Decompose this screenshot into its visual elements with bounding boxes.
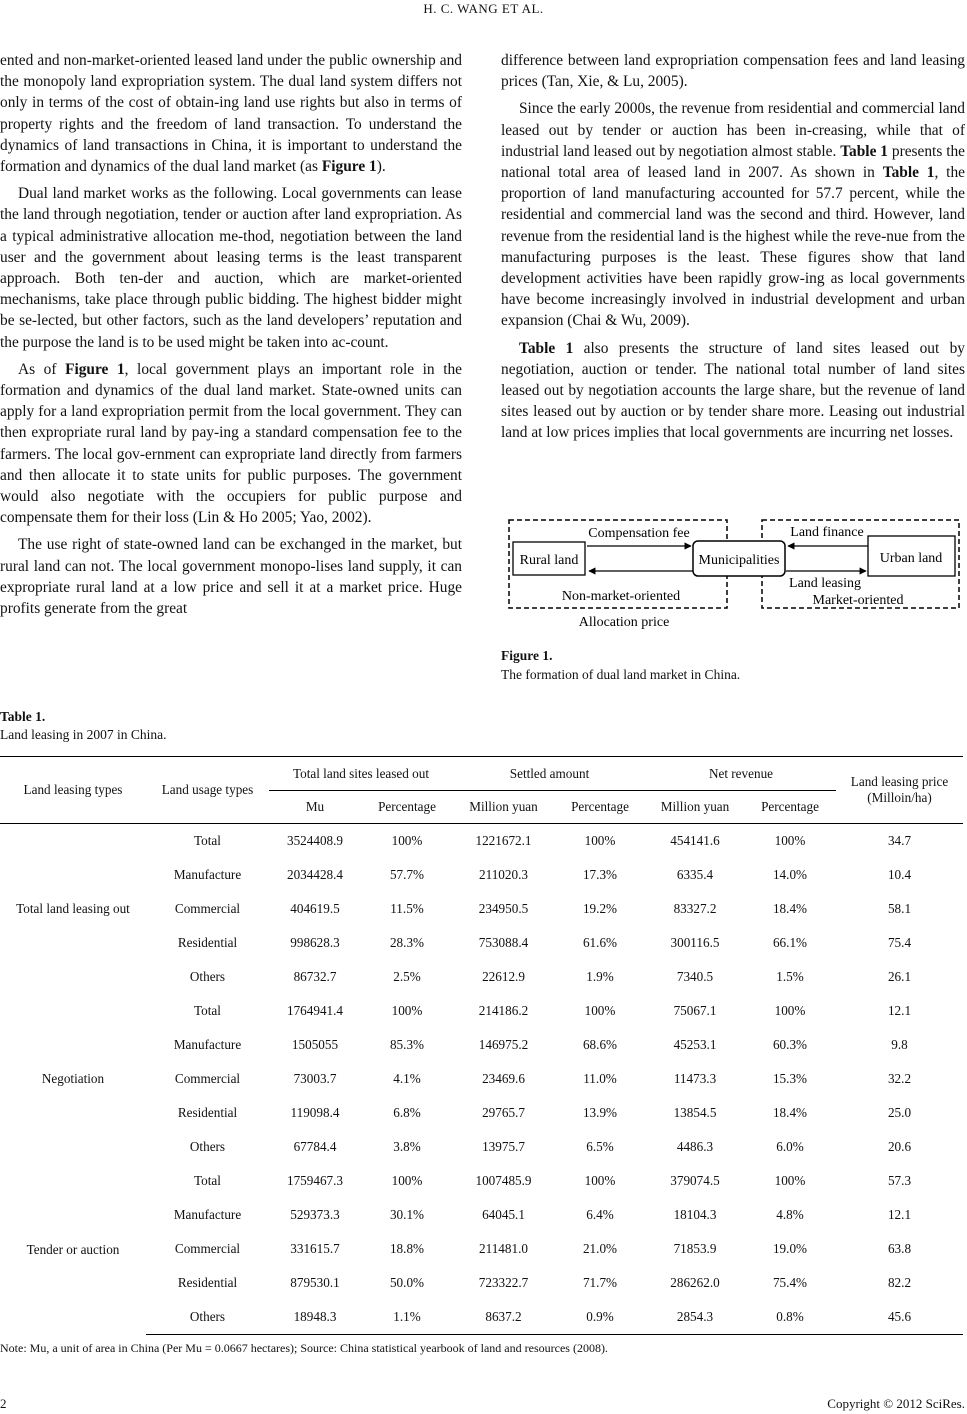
table-cell: 146975.2 bbox=[478, 1037, 529, 1052]
table-cell: 34.7 bbox=[887, 833, 912, 848]
header-net-revenue: Net revenue bbox=[646, 756, 836, 790]
usage-type-cell: Commercial bbox=[174, 1241, 241, 1256]
table-cell: 60.3% bbox=[772, 1037, 808, 1052]
table-cell: 100% bbox=[584, 1003, 616, 1018]
usage-type-cell: Others bbox=[189, 969, 226, 984]
table-cell: 100% bbox=[774, 833, 806, 848]
usage-type-cell: Residential bbox=[177, 1105, 238, 1120]
leasing-type-cell: Total land leasing out bbox=[16, 901, 130, 916]
table-cell: 75.4% bbox=[772, 1275, 808, 1290]
copyright: Copyright © 2012 SciRes. bbox=[827, 1396, 965, 1411]
header-percentage: Percentage bbox=[361, 790, 453, 823]
table-cell: 29765.7 bbox=[482, 1105, 525, 1120]
table-cell: 211020.3 bbox=[479, 867, 528, 882]
table-cell: 63.8 bbox=[887, 1241, 912, 1256]
table-cell: 20.6 bbox=[887, 1139, 912, 1154]
table-reference[interactable]: Table 1 bbox=[840, 142, 888, 160]
urban-land-label: Urban land bbox=[879, 551, 943, 566]
header-settled-amount: Settled amount bbox=[453, 756, 646, 790]
table-cell: 100% bbox=[391, 1173, 423, 1188]
header-million-yuan: Million yuan bbox=[453, 790, 554, 823]
table-cell: 211481.0 bbox=[479, 1241, 528, 1256]
table-cell: 19.2% bbox=[582, 901, 618, 916]
table-cell: 13.9% bbox=[582, 1105, 618, 1120]
table-cell: 1.5% bbox=[776, 969, 804, 984]
table-cell: 30.1% bbox=[389, 1207, 425, 1222]
table-cell: 8637.2 bbox=[453, 1300, 554, 1335]
usage-type-cell: Manufacture bbox=[173, 1037, 242, 1052]
table-cell: 85.3% bbox=[389, 1037, 425, 1052]
table-cell: 529373.3 bbox=[290, 1207, 340, 1222]
table-row bbox=[0, 994, 963, 1028]
table-cell: 2034428.4 bbox=[286, 867, 344, 882]
table-cell: 75067.1 bbox=[673, 1003, 717, 1018]
table-cell: 12.1 bbox=[887, 1207, 912, 1222]
header-usage-types: Land usage types bbox=[146, 756, 269, 823]
table-cell: 17.3% bbox=[582, 867, 618, 882]
table-cell: 10.4 bbox=[887, 867, 912, 882]
table-cell: 58.1 bbox=[887, 901, 912, 916]
table-caption: Table 1. Land leasing in 2007 in China. bbox=[0, 709, 167, 742]
land-leasing-label: Land leasing bbox=[789, 576, 861, 591]
header-percentage: Percentage bbox=[554, 790, 646, 823]
table-cell: 32.2 bbox=[887, 1071, 912, 1086]
table-cell: 45253.1 bbox=[673, 1037, 717, 1052]
table-cell: 15.3% bbox=[772, 1071, 808, 1086]
table-cell: 2854.3 bbox=[646, 1300, 744, 1335]
table-cell: 14.0% bbox=[772, 867, 808, 882]
table-cell: 13975.7 bbox=[482, 1139, 525, 1154]
table-cell: 6.8% bbox=[393, 1105, 421, 1120]
land-finance-label: Land finance bbox=[790, 525, 864, 540]
table-cell: 75.4 bbox=[887, 935, 912, 950]
table-cell: 6.0% bbox=[776, 1139, 804, 1154]
right-column bbox=[501, 50, 965, 450]
table-cell: 4.8% bbox=[776, 1207, 804, 1222]
table-cell: 21.0% bbox=[582, 1241, 618, 1256]
table-cell: 100% bbox=[774, 1003, 806, 1018]
table-cell: 100% bbox=[584, 833, 616, 848]
table-cell: 214186.2 bbox=[478, 1003, 529, 1018]
table-cell: 1007485.9 bbox=[475, 1173, 532, 1188]
table-cell: 18104.3 bbox=[673, 1207, 717, 1222]
table-cell: 6.4% bbox=[586, 1207, 614, 1222]
table-cell: 3.8% bbox=[393, 1139, 421, 1154]
table-cell: 1759467.3 bbox=[286, 1173, 344, 1188]
usage-type-cell: Residential bbox=[177, 935, 238, 950]
usage-type-cell: Others bbox=[189, 1139, 226, 1154]
table-cell: 7340.5 bbox=[676, 969, 714, 984]
table-cell: 18.8% bbox=[389, 1241, 425, 1256]
paragraph: difference between land expropriation compensation fees and land leasing prices (Tan, Xie, & Lu, 2005). bbox=[501, 52, 965, 91]
table-cell: 86732.7 bbox=[293, 969, 337, 984]
table-cell: 379074.5 bbox=[670, 1173, 720, 1188]
table-cell: 9.8 bbox=[891, 1037, 908, 1052]
table-cell: 4486.3 bbox=[676, 1139, 714, 1154]
table-cell: 83327.2 bbox=[673, 901, 717, 916]
table-cell: 82.2 bbox=[887, 1275, 912, 1290]
table-cell: 22612.9 bbox=[482, 969, 525, 984]
table-cell: 11.0% bbox=[583, 1071, 617, 1086]
table-cell: 998628.3 bbox=[290, 935, 340, 950]
table-reference[interactable]: Table 1 bbox=[882, 164, 935, 182]
usage-type-cell: Manufacture bbox=[173, 867, 242, 882]
table-row bbox=[0, 1164, 963, 1198]
header-mu: Mu bbox=[269, 790, 361, 823]
table-cell: 331615.7 bbox=[290, 1241, 340, 1256]
table-cell: 71853.9 bbox=[673, 1241, 717, 1256]
usage-type-cell: Commercial bbox=[174, 901, 241, 916]
table-cell: 23469.6 bbox=[482, 1071, 525, 1086]
paragraph: As of Figure 1, local government plays an important role in the formation and dynamics of the dual land market. State-owned units can apply for a land expropriation permit from the local government. They can then expropriate rural land by pay-ing a standard compensation fee to the farmers. The local gov-ernment can expropriate land directly from farmers and then allocate it to state units for public purposes. The government would also negotiate with the occupiers for public purpose and compensate them for their loss (Lin & Ho 2005; Yao, 2002). bbox=[0, 360, 462, 527]
table-cell: 1.1% bbox=[361, 1300, 453, 1335]
table-cell: 68.6% bbox=[582, 1037, 618, 1052]
table-cell: 57.3 bbox=[887, 1173, 912, 1188]
table-cell: 18.4% bbox=[772, 1105, 808, 1120]
table-cell: 4.1% bbox=[393, 1071, 421, 1086]
market-label: Market-oriented bbox=[812, 593, 904, 608]
table-cell: 286262.0 bbox=[670, 1275, 720, 1290]
page-number: 2 bbox=[0, 1396, 7, 1411]
leasing-type-cell: Tender or auction bbox=[26, 1241, 120, 1257]
table-cell: 11.5% bbox=[390, 901, 424, 916]
table-cell: 73003.7 bbox=[293, 1071, 337, 1086]
table-cell: 18948.3 bbox=[269, 1300, 361, 1335]
table-cell: 404619.5 bbox=[290, 901, 340, 916]
table-cell: 0.8% bbox=[744, 1300, 836, 1335]
header-total-sites: Total land sites leased out bbox=[269, 756, 453, 790]
table-cell: 25.0 bbox=[887, 1105, 912, 1120]
table-cell: 61.6% bbox=[582, 935, 618, 950]
table-cell: 28.3% bbox=[389, 935, 425, 950]
usage-type-cell: Residential bbox=[177, 1275, 238, 1290]
table-cell: 3524408.9 bbox=[286, 833, 344, 848]
table-cell: 66.1% bbox=[772, 935, 808, 950]
header-percentage: Percentage bbox=[744, 790, 836, 823]
dual-land-market-diagram bbox=[506, 516, 962, 634]
table-cell: 100% bbox=[391, 833, 423, 848]
table-cell: 1764941.4 bbox=[286, 1003, 344, 1018]
paragraph: Table 1 also presents the structure of land sites leased out by negotiation, auction or tender. The national total number of land sites leased out by negotiation accounts the large share, but the revenue of land sites leased out by auction or by tender share more. Leasing out industrial land at low prices implies that local governments are incurring net losses. bbox=[501, 339, 965, 442]
paragraph: ented and non-market-oriented leased land under the public ownership and the monopoly land expropriation system. The dual land system differs not only in terms of the cost of obtain-ing land use rights but also in terms of property rights and the freedom of land transaction. To understand the dynamics of land transactions in China, it is important to understand the formation and dynamics of the dual land market (as Figure 1). bbox=[0, 52, 462, 176]
paragraph: Since the early 2000s, the revenue from residential and commercial land leased out by tender or auction has been in-creasing, while that of industrial land leased out by negotiation almost stable. Table 1 presents the national total area of leased land in 2007. As shown in Table 1, the proportion of land manufacturing accounted for 57.7 percent, while the residential and commercial land was the second and third. However, land revenue from the residential land is the highest while the reve-nue from the manufacturing purposes is the least. These figures show that land development activities have been rapidly grow-ing as local governments have become increasingly involved in industrial development and urban expansion (Chai & Wu, 2009). bbox=[501, 100, 965, 330]
table-cell: 50.0% bbox=[389, 1275, 425, 1290]
non-market-label: Non-market-oriented bbox=[561, 589, 681, 604]
land-leasing-table bbox=[0, 756, 963, 1335]
table-cell: 13854.5 bbox=[673, 1105, 717, 1120]
table-cell: 6.5% bbox=[586, 1139, 614, 1154]
usage-type-cell: Total bbox=[194, 1173, 221, 1188]
figure-caption: Figure 1. The formation of dual land market in China. bbox=[501, 648, 741, 682]
left-column bbox=[0, 50, 462, 625]
table-row bbox=[0, 824, 963, 858]
usage-type-cell: Others bbox=[146, 1300, 269, 1335]
table-reference[interactable]: Table 1 bbox=[519, 339, 574, 357]
table-cell: 64045.1 bbox=[482, 1207, 525, 1222]
table-cell: 0.9% bbox=[554, 1300, 646, 1335]
table-cell: 57.7% bbox=[389, 867, 425, 882]
figure-reference[interactable]: Figure 1 bbox=[321, 158, 377, 176]
paragraph: The use right of state-owned land can be exchanged in the market, but rural land can not. The local government monopo-lises land supply, it can expropriate rural land at a low price and sell it at a market price. Huge profits generate from the great bbox=[0, 536, 462, 618]
table-cell: 1.9% bbox=[586, 969, 614, 984]
table-cell: 100% bbox=[584, 1173, 616, 1188]
table-cell: 234950.5 bbox=[478, 901, 529, 916]
table-cell: 11473.3 bbox=[673, 1071, 717, 1086]
table-cell: 1505055 bbox=[291, 1037, 339, 1052]
figure-reference[interactable]: Figure 1 bbox=[65, 360, 125, 378]
table-cell: 6335.4 bbox=[676, 867, 714, 882]
table-cell: 454141.6 bbox=[670, 833, 720, 848]
rural-land-label: Rural land bbox=[519, 553, 579, 568]
table-cell: 119098.4 bbox=[290, 1105, 340, 1120]
municipalities-label: Municipalities bbox=[698, 553, 780, 568]
table-cell: 12.1 bbox=[887, 1003, 912, 1018]
table-cell: 879530.1 bbox=[290, 1275, 340, 1290]
header-leasing-types: Land leasing types bbox=[0, 756, 146, 823]
usage-type-cell: Total bbox=[194, 1003, 221, 1018]
table-cell: 18.4% bbox=[772, 901, 808, 916]
usage-type-cell: Total bbox=[194, 833, 221, 848]
table-cell: 1221672.1 bbox=[475, 833, 532, 848]
table-cell: 100% bbox=[774, 1173, 806, 1188]
usage-type-cell: Manufacture bbox=[173, 1207, 242, 1222]
table-cell: 45.6 bbox=[836, 1300, 963, 1335]
table-cell: 723322.7 bbox=[478, 1275, 529, 1290]
table-cell: 753088.4 bbox=[478, 935, 529, 950]
usage-type-cell: Commercial bbox=[174, 1071, 241, 1086]
table-cell: 300116.5 bbox=[670, 935, 720, 950]
compensation-fee-label: Compensation fee bbox=[588, 526, 690, 541]
table-cell: 19.0% bbox=[772, 1241, 808, 1256]
table-note: Note: Mu, a unit of area in China (Per Mu = 0.0667 hectares); Source: China statistical yearbook of land and resources (2008). bbox=[0, 1341, 608, 1355]
header-million-yuan: Million yuan bbox=[646, 790, 744, 823]
table-body bbox=[0, 824, 963, 1335]
leasing-type-cell: Negotiation bbox=[41, 1071, 105, 1086]
table-cell: 71.7% bbox=[582, 1275, 618, 1290]
paragraph: Dual land market works as the following. Local governments can lease the land through negotiation, tender or auction after land expropriation. As a typical administrative allocation me-thod, negotiation between the land user and the government about leasing terms is the least transparent approach. Both ten-der and auction, which are market-oriented mechanisms, take place through public bidding. The highest bidder might be se-lected, but other factors, such as the land developers’ reputation and the purpose the land is to be used might be taken into ac-count. bbox=[0, 185, 462, 351]
table-cell: 2.5% bbox=[393, 969, 421, 984]
table-cell: 67784.4 bbox=[293, 1139, 337, 1154]
table-cell: 26.1 bbox=[887, 969, 912, 984]
header-leasing-price: Land leasing price (Milloin/ha) bbox=[836, 756, 963, 823]
running-head: H. C. WANG ET AL. bbox=[423, 1, 544, 16]
table-cell: 100% bbox=[391, 1003, 423, 1018]
allocation-price-label: Allocation price bbox=[578, 615, 670, 630]
